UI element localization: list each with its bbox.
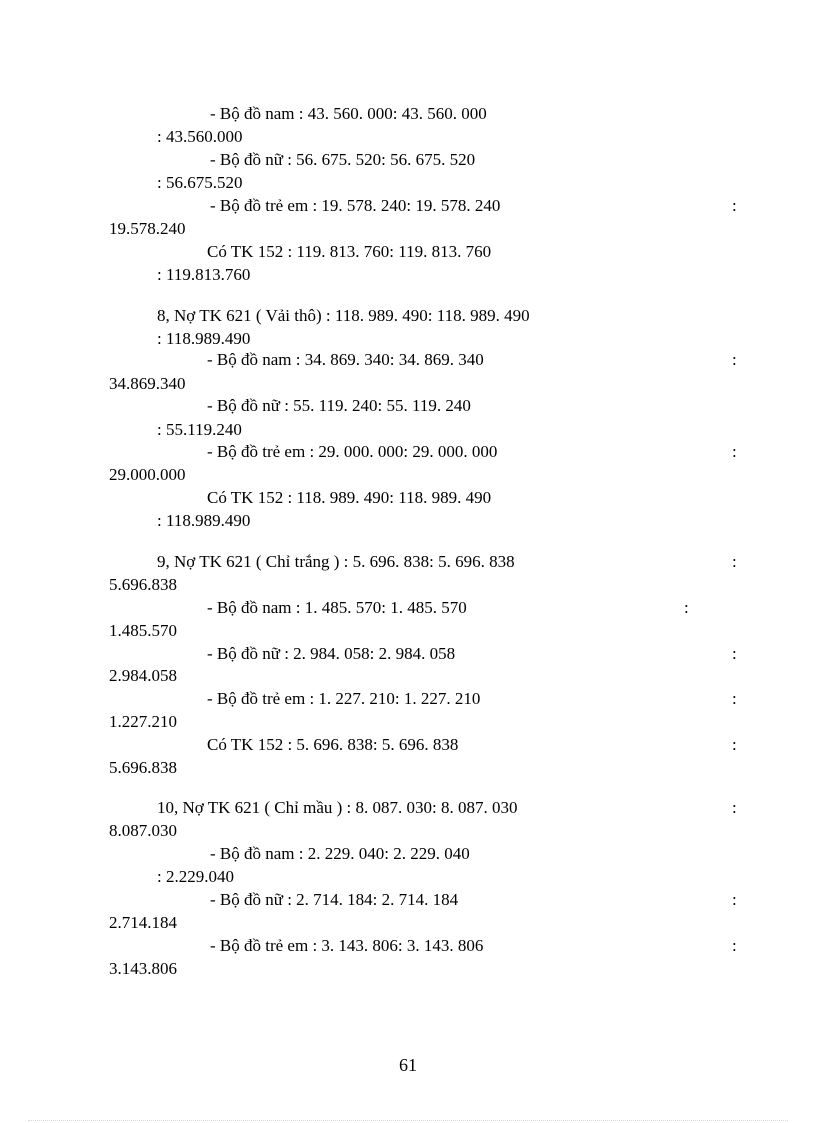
entry-line: - Bộ đồ nam : 43. 560. 000: 43. 560. 000 — [210, 104, 487, 123]
entry-line: : 56.675.520 — [157, 173, 243, 192]
entry-line: 19.578.240 — [109, 219, 186, 238]
trailing-colon: : — [732, 552, 737, 571]
entry-line: 2.714.184 — [109, 913, 177, 932]
entry-heading: 8, Nợ TK 621 ( Vải thô) : 118. 989. 490: 118. 989. 490 — [157, 306, 530, 325]
entry-line: Có TK 152 : 118. 989. 490: 118. 989. 490 — [207, 488, 492, 507]
entry-heading: 9, Nợ TK 621 ( Chỉ trắng ) : 5. 696. 838: 5. 696. 838 — [157, 552, 515, 571]
entry-line: : 2.229.040 — [157, 867, 234, 886]
trailing-colon: : — [684, 598, 689, 617]
entry-line: Có TK 152 : 119. 813. 760: 119. 813. 760 — [207, 242, 492, 261]
entry-line: 1.227.210 — [109, 712, 177, 731]
entry-line: 34.869.340 — [109, 374, 186, 393]
entry-line: - Bộ đồ nam : 34. 869. 340: 34. 869. 340 — [207, 350, 484, 369]
entry-line: : 118.989.490 — [157, 329, 251, 348]
entry-line: - Bộ đồ nữ : 2. 714. 184: 2. 714. 184 — [210, 890, 459, 909]
entry-line: 29.000.000 — [109, 465, 186, 484]
entry-line: - Bộ đồ nam : 2. 229. 040: 2. 229. 040 — [210, 844, 470, 863]
trailing-colon: : — [732, 442, 737, 461]
entry-line: : 119.813.760 — [157, 265, 251, 284]
trailing-colon: : — [732, 936, 737, 955]
page-edge-divider — [28, 1120, 788, 1121]
entry-line: 1.485.570 — [109, 621, 177, 640]
entry-line: 8.087.030 — [109, 821, 177, 840]
trailing-colon: : — [732, 196, 737, 215]
entry-line: - Bộ đồ trẻ em : 1. 227. 210: 1. 227. 210 — [207, 689, 481, 708]
entry-line: 5.696.838 — [109, 575, 177, 594]
entry-line: : 55.119.240 — [157, 420, 242, 439]
entry-line: : 43.560.000 — [157, 127, 243, 146]
entry-line: - Bộ đồ nữ : 56. 675. 520: 56. 675. 520 — [210, 150, 476, 169]
entry-line: - Bộ đồ trẻ em : 3. 143. 806: 3. 143. 806 — [210, 936, 484, 955]
entry-line: - Bộ đồ nữ : 2. 984. 058: 2. 984. 058 — [207, 644, 456, 663]
entry-line: 2.984.058 — [109, 666, 177, 685]
entry-line: - Bộ đồ nam : 1. 485. 570: 1. 485. 570 — [207, 598, 467, 617]
entry-line: 3.143.806 — [109, 959, 177, 978]
page-number: 61 — [399, 1055, 417, 1075]
entry-line: Có TK 152 : 5. 696. 838: 5. 696. 838 — [207, 735, 459, 754]
entry-line: 5.696.838 — [109, 758, 177, 777]
entry-line: - Bộ đồ nữ : 55. 119. 240: 55. 119. 240 — [207, 396, 471, 415]
trailing-colon: : — [732, 890, 737, 909]
trailing-colon: : — [732, 644, 737, 663]
entry-line: : 118.989.490 — [157, 511, 251, 530]
trailing-colon: : — [732, 798, 737, 817]
entry-heading: 10, Nợ TK 621 ( Chỉ mầu ) : 8. 087. 030: 8. 087. 030 — [157, 798, 518, 817]
entry-line: - Bộ đồ trẻ em : 19. 578. 240: 19. 578. 240 — [210, 196, 501, 215]
trailing-colon: : — [732, 689, 737, 708]
trailing-colon: : — [732, 735, 737, 754]
entry-line: - Bộ đồ trẻ em : 29. 000. 000: 29. 000. 000 — [207, 442, 498, 461]
trailing-colon: : — [732, 350, 737, 369]
